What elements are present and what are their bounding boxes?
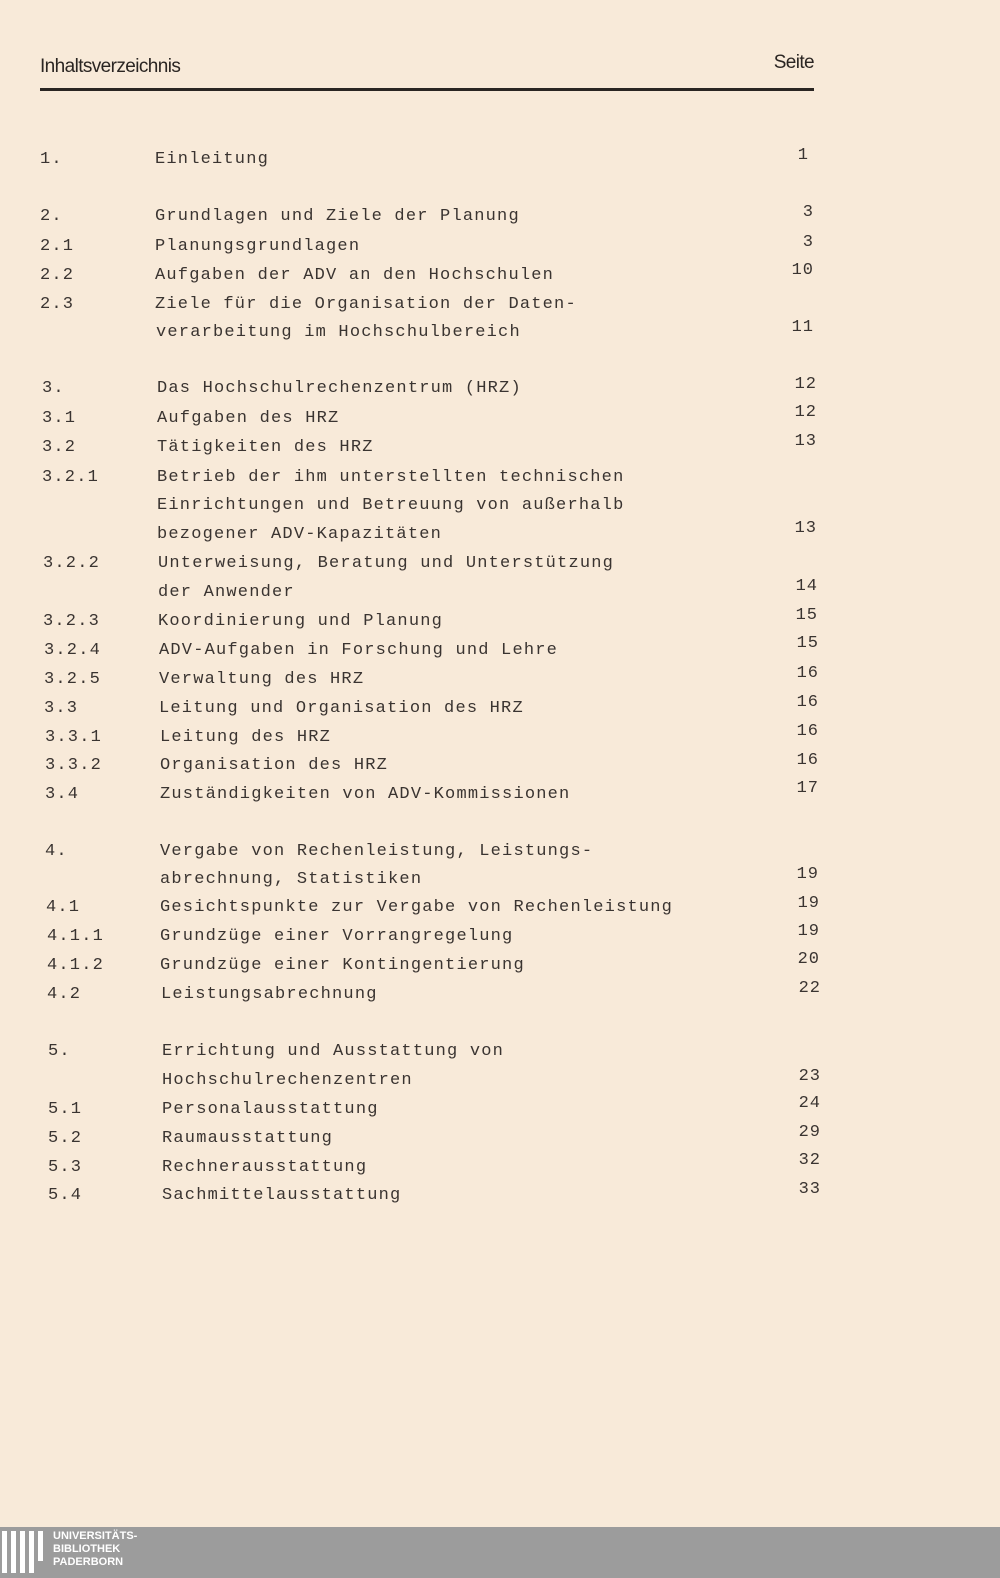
toc-entry [0,699,800,721]
section-title: Grundzüge einer Kontingentierung [160,956,525,975]
section-title: Aufgaben der ADV an den Hochschulen [155,266,555,285]
section-title: Sachmittelausstattung [162,1186,402,1205]
toc-entry [0,956,800,978]
section-page-number: 10 [791,261,814,280]
toc-entry [0,1129,800,1151]
section-page-number: 1 [797,146,809,165]
section-title: der Anwender [158,583,295,602]
library-logo-icon [2,1531,46,1573]
section-page-number: 23 [798,1067,821,1086]
section-title: Betrieb der ihm unterstellten technischen [157,468,625,487]
section-title: Errichtung und Ausstattung von [162,1042,505,1061]
toc-entry [0,1042,800,1064]
toc-entry [0,379,800,401]
section-number: 2.2 [40,266,75,285]
section-page-number [774,554,814,576]
toc-entry [0,728,800,750]
toc-entry [0,870,800,892]
section-title: Koordinierung und Planung [158,612,444,631]
section-page-number: 20 [797,950,820,969]
section-number: 3.2.3 [43,612,101,631]
toc-entry [0,612,800,634]
toc-entry [0,207,800,229]
section-number: 3.2.1 [42,468,100,487]
section-page-number [774,842,814,864]
section-title: Grundlagen und Ziele der Planung [155,207,520,226]
section-page-number: 33 [798,1180,821,1199]
toc-entry [0,525,800,547]
section-page-number: 19 [797,922,820,941]
section-page-number: 3 [802,233,814,252]
section-page-number: 19 [797,894,820,913]
section-title: Planungsgrundlagen [155,237,361,256]
toc-entry [0,1158,800,1180]
library-logo-text: UNIVERSITÄTS- BIBLIOTHEK PADERBORN [53,1530,138,1568]
section-title: abrechnung, Statistiken [160,870,423,889]
section-page-number: 19 [796,865,819,884]
section-number: 3.2.5 [44,670,102,689]
section-title: Leistungsabrechnung [161,985,378,1004]
section-number: 3.2.4 [44,641,102,660]
section-title: Ziele für die Organisation der Daten- [155,295,577,314]
section-page-number: 17 [796,779,819,798]
section-title: Vergabe von Rechenleistung, Leistungs- [160,842,594,861]
section-number: 4.1 [46,898,81,917]
section-page-number: 11 [791,318,814,337]
section-page-number: 14 [795,577,818,596]
section-number: 4.2 [47,985,82,1004]
toc-entry [0,842,800,864]
toc-entry [0,756,800,778]
section-number: 3. [42,379,65,398]
toc-entry [0,1100,800,1122]
toc-entry [0,785,800,807]
section-page-number: 16 [796,751,819,770]
section-number: 4.1.2 [47,956,105,975]
section-page-number: 16 [796,722,819,741]
section-title: verarbeitung im Hochschulbereich [156,323,521,342]
toc-entry [0,409,800,431]
section-title: Gesichtspunkte zur Vergabe von Rechenleistung [160,898,674,917]
section-page-number: 12 [794,403,817,422]
toc-entry [0,898,800,920]
section-title: Raumausstattung [162,1129,334,1148]
page-column-label: Seite [773,52,814,73]
toc-entry [0,323,800,345]
section-title: Tätigkeiten des HRZ [157,438,374,457]
section-number: 5. [48,1042,71,1061]
section-title: Rechnerausstattung [162,1158,368,1177]
section-page-number: 32 [798,1151,821,1170]
section-number: 1. [40,150,63,169]
toc-entry [0,641,800,663]
section-page-number: 12 [794,375,817,394]
toc-entry [0,670,800,692]
toc-entry [0,1071,800,1093]
toc-entry [0,237,800,259]
section-number: 3.2 [42,438,77,457]
section-page-number [774,295,814,317]
section-number: 5.2 [48,1129,83,1148]
section-page-number: 16 [796,693,819,712]
toc-entry [0,266,800,288]
section-number: 3.2.2 [43,554,101,573]
section-number: 3.3.2 [45,756,103,775]
section-title: Leitung des HRZ [160,728,332,747]
section-number: 5.4 [48,1186,83,1205]
section-page-number [774,496,814,518]
section-title: Leitung und Organisation des HRZ [159,699,524,718]
section-number: 3.3 [44,699,79,718]
toc-entry [0,927,800,949]
section-title: Organisation des HRZ [160,756,389,775]
toc-entry [0,468,800,490]
toc-entry [0,583,800,605]
section-number: 2.1 [40,237,75,256]
section-title: Unterweisung, Beratung und Unterstützung [158,554,615,573]
section-title: Einrichtungen und Betreuung von außerhalb [157,496,625,515]
section-title: Aufgaben des HRZ [157,409,340,428]
section-title: Hochschulrechenzentren [162,1071,413,1090]
section-title: Das Hochschulrechenzentrum (HRZ) [157,379,522,398]
section-title: Personalausstattung [162,1100,379,1119]
library-footer [0,1527,1000,1578]
section-number: 4.1.1 [47,927,105,946]
section-number: 2. [40,207,63,226]
toc-entry [0,985,800,1007]
section-title: Zuständigkeiten von ADV-Kommissionen [160,785,571,804]
toc-entry [0,1186,800,1208]
section-number: 2.3 [40,295,75,314]
section-page-number: 24 [798,1094,821,1113]
section-title: Grundzüge einer Vorrangregelung [160,927,514,946]
section-page-number: 29 [798,1123,821,1142]
section-number: 5.1 [48,1100,83,1119]
toc-entry [0,496,800,518]
section-title: Einleitung [155,150,270,169]
section-title: bezogener ADV-Kapazitäten [157,525,443,544]
section-page-number: 15 [796,634,819,653]
section-number: 3.4 [45,785,80,804]
section-number: 4. [45,842,68,861]
section-page-number: 16 [796,664,819,683]
section-title: ADV-Aufgaben in Forschung und Lehre [159,641,559,660]
section-number: 5.3 [48,1158,83,1177]
section-page-number: 15 [795,606,818,625]
section-page-number [774,468,814,490]
section-number: 3.1 [42,409,77,428]
toc-heading: Inhaltsverzeichnis [40,56,181,77]
toc-entry [0,438,800,460]
section-page-number: 22 [798,979,821,998]
section-page-number: 3 [802,203,814,222]
section-page-number [774,1042,814,1064]
section-page-number: 13 [794,432,817,451]
toc-entry [0,150,800,172]
toc-entry [0,295,800,317]
section-number: 3.3.1 [45,728,103,747]
section-title: Verwaltung des HRZ [159,670,365,689]
section-page-number: 13 [794,519,817,538]
toc-entry [0,554,800,576]
